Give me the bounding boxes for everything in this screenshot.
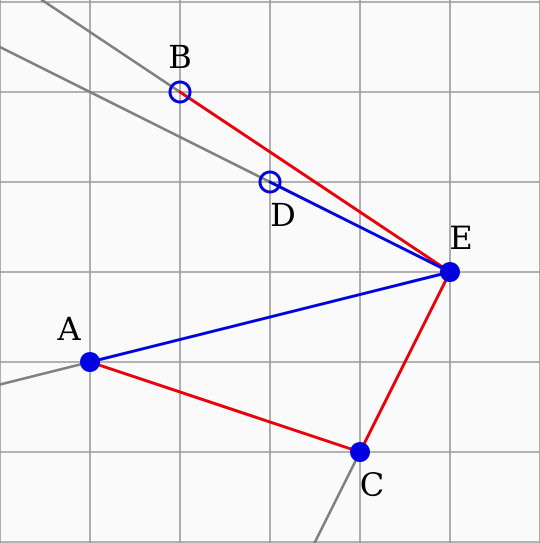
label-B: B [168, 38, 192, 76]
label-E: E [449, 219, 473, 257]
point-C[interactable] [350, 442, 370, 462]
label-C: C [359, 466, 385, 504]
point-E[interactable] [440, 262, 460, 282]
label-A: A [57, 310, 81, 348]
point-A[interactable] [80, 352, 100, 372]
label-D: D [270, 196, 296, 234]
